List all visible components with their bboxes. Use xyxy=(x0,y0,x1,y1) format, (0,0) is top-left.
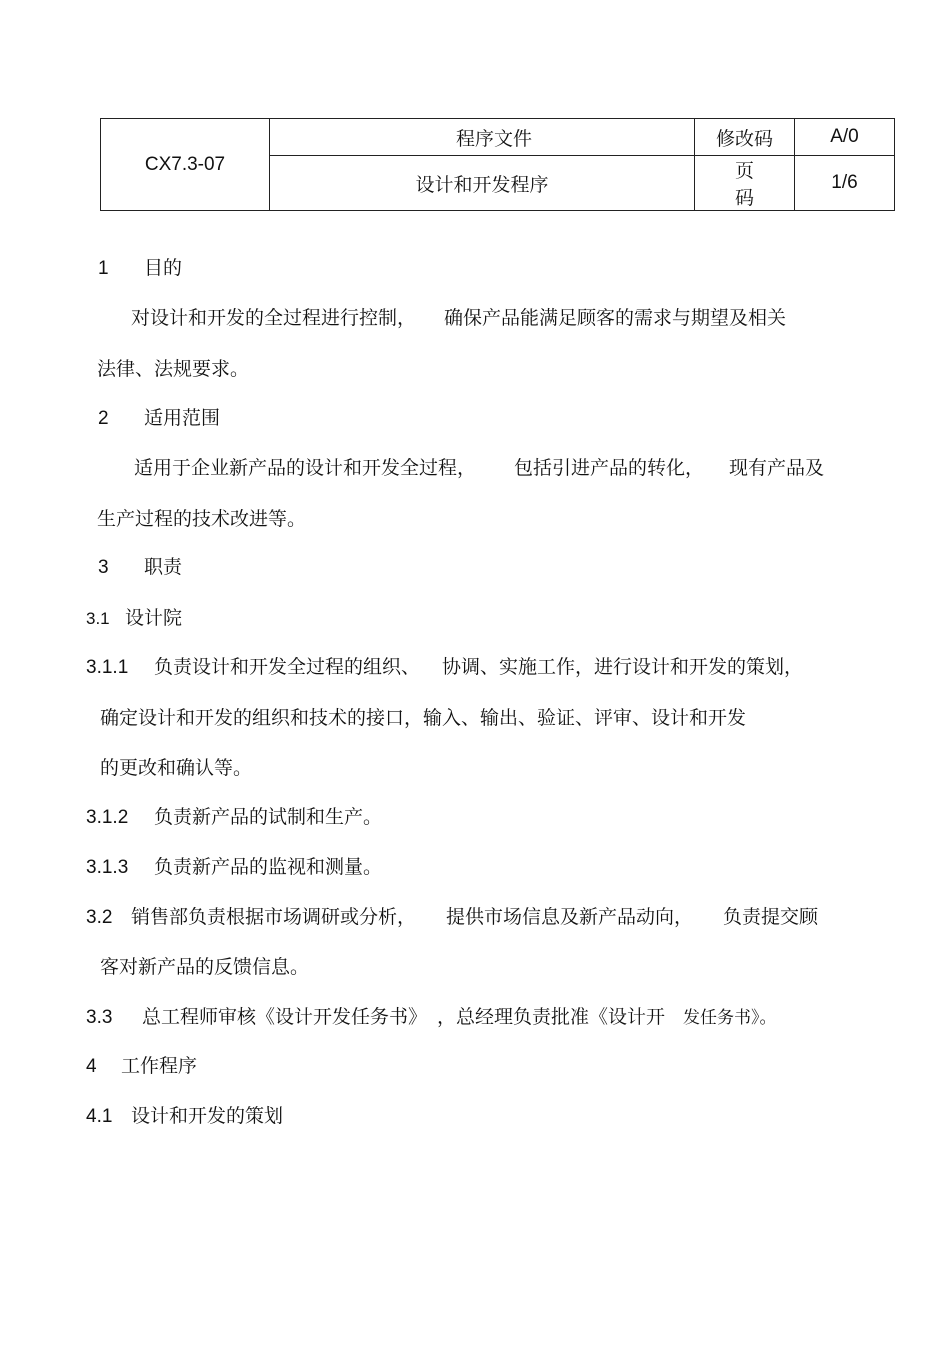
section-number: 4 xyxy=(86,1056,97,1077)
text-run: 负责新产品的监视和测量。 xyxy=(154,856,383,878)
document-header-table xyxy=(100,118,895,211)
section-number: 3.1 xyxy=(86,609,110,628)
section-1-paragraph-line-2: 法律、法规要求。 xyxy=(97,358,250,380)
document-code: CX7.3-07 xyxy=(101,119,270,211)
section-3-3 xyxy=(86,1005,777,1030)
section-3-1-1-line-2: 确定设计和开发的组织和技术的接口，输入、输出、验证、评审、设计和开发 xyxy=(100,707,747,729)
section-4-heading xyxy=(86,1054,197,1079)
text-run: 包括引进产品的转化， xyxy=(514,457,705,479)
document-type: 程序文件 xyxy=(270,119,695,156)
section-number: 3.1.3 xyxy=(86,857,129,878)
section-title: 设计院 xyxy=(125,607,183,629)
text-run: 发任务书》。 xyxy=(683,1008,777,1028)
text-run: 对设计和开发的全过程进行控制， xyxy=(131,307,417,329)
section-title: 适用范围 xyxy=(144,407,221,429)
section-3-1-2 xyxy=(86,805,382,830)
page-label: 页码 xyxy=(695,156,795,211)
revision-value: A/0 xyxy=(795,119,895,156)
text-run: 适用于企业新产品的设计和开发全过程， xyxy=(134,457,477,479)
section-2-heading xyxy=(98,406,220,431)
text-run: 现有产品及 xyxy=(729,457,825,479)
section-title: 目的 xyxy=(144,257,183,279)
section-number: 2 xyxy=(98,408,109,429)
revision-label: 修改码 xyxy=(695,119,795,156)
section-number: 3.2 xyxy=(86,907,113,928)
section-3-2-line-1 xyxy=(86,905,818,930)
section-number: 3.1.2 xyxy=(86,807,129,828)
text-run: 总工程师审核《设计开发任务书》 xyxy=(142,1006,428,1028)
text-run: 销售部负责根据市场调研或分析， xyxy=(131,906,417,928)
section-3-1-1-line-3: 的更改和确认等。 xyxy=(100,757,253,779)
section-title: 工作程序 xyxy=(121,1055,198,1077)
section-2-paragraph-line-1 xyxy=(134,456,824,480)
section-3-2-line-2: 客对新产品的反馈信息。 xyxy=(100,956,310,978)
section-title: 职责 xyxy=(144,556,183,578)
section-number: 3.3 xyxy=(86,1007,113,1028)
section-3-1-heading xyxy=(86,606,182,631)
section-number: 4.1 xyxy=(86,1106,113,1127)
section-number: 3 xyxy=(98,557,109,578)
text-run: 提供市场信息及新产品动向， xyxy=(446,906,694,928)
section-3-1-3 xyxy=(86,855,382,880)
text-run: 负责设计和开发全过程的组织、 xyxy=(154,656,421,678)
section-title: 设计和开发的策划 xyxy=(131,1105,284,1127)
text-run: ，总经理负责批准《设计开 xyxy=(437,1006,666,1028)
text-run: 负责提交顾 xyxy=(723,906,819,928)
text-run: 负责新产品的试制和生产。 xyxy=(154,806,383,828)
section-3-1-1-line-1 xyxy=(86,655,803,680)
section-4-1-heading xyxy=(86,1104,283,1129)
document-title: 设计和开发程序 xyxy=(270,156,695,211)
text-run: 确保产品能满足顾客的需求与期望及相关 xyxy=(444,307,787,329)
section-1-paragraph-line-1 xyxy=(131,306,786,330)
page-value: 1/6 xyxy=(795,156,895,211)
section-number: 3.1.1 xyxy=(86,657,129,678)
section-1-heading xyxy=(98,256,182,281)
section-3-heading xyxy=(98,555,182,580)
section-2-paragraph-line-2: 生产过程的技术改进等。 xyxy=(97,508,307,530)
text-run: 协调、实施工作，进行设计和开发的策划， xyxy=(442,656,804,678)
section-number: 1 xyxy=(98,258,109,279)
